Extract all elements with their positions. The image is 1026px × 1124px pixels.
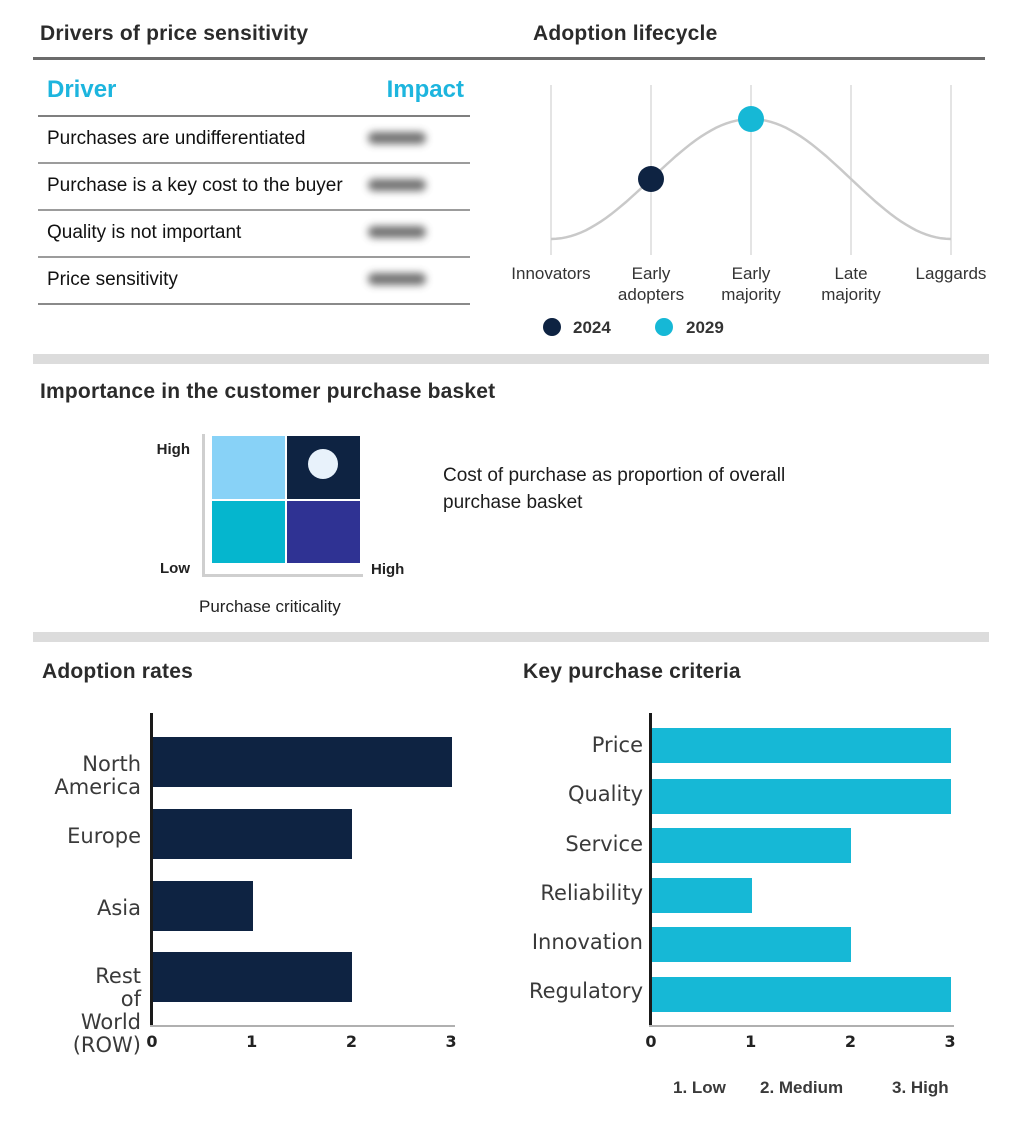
legend-label-2029: 2029: [686, 318, 724, 337]
column-header-driver: Driver: [47, 76, 117, 103]
quadrant-top-left: [212, 436, 285, 499]
label-line: Reliability: [540, 881, 643, 905]
bar-label-reliability: [493, 881, 643, 905]
label-line: America: [54, 775, 141, 799]
x-tick-3: 3: [944, 1032, 956, 1051]
bar-asia: [153, 881, 253, 931]
legend-dot-2024: [543, 318, 561, 336]
table-bottom-line: [38, 303, 470, 305]
label-line: of: [120, 987, 141, 1011]
category-label-early-adopters: [596, 263, 706, 305]
label-line: North: [82, 752, 141, 776]
bar-label-europe: [0, 825, 141, 848]
drivers-table-title: Drivers of price sensitivity: [40, 22, 309, 45]
label-line: Early: [731, 264, 771, 283]
quadrant-matrix: [212, 436, 360, 563]
scale-note-high: 3. High: [892, 1078, 949, 1097]
x-tick-2: 2: [844, 1032, 856, 1051]
label-line: Innovators: [511, 264, 591, 283]
x-tick-3: 3: [445, 1032, 457, 1051]
bar-europe: [153, 809, 352, 859]
table-row-driver: Purchases are undifferentiated: [47, 128, 306, 149]
category-label-innovators: [496, 263, 606, 284]
bar-north-america: [153, 737, 452, 787]
drivers-table: [33, 70, 470, 310]
blurred-impact-value: [368, 226, 426, 238]
bar-label-price: [493, 733, 643, 757]
x-axis-line: [150, 1025, 455, 1027]
quadrant-bottom-left: [212, 501, 285, 564]
row-separator: [38, 256, 470, 258]
label-line: World: [80, 1010, 141, 1034]
table-row-driver: Purchase is a key cost to the buyer: [47, 175, 343, 196]
row-separator: [38, 162, 470, 164]
basket-annotation: Cost of purchase as proportion of overall purchase basket: [443, 465, 786, 513]
legend-dot-2029: [655, 318, 673, 336]
bar-innovation: [652, 927, 851, 962]
bar-label-quality: [493, 782, 643, 806]
x-tick-0: 0: [146, 1032, 158, 1051]
x-axis-high-label: High: [371, 561, 405, 578]
lifecycle-bell-curve-plot: [530, 80, 980, 260]
bar-quality: [652, 779, 951, 814]
table-row-driver: Quality is not important: [47, 222, 242, 243]
bar-rest-of-world-row: [153, 952, 352, 1002]
x-tick-1: 1: [745, 1032, 757, 1051]
label-line: Quality: [567, 782, 643, 806]
blurred-impact-value: [368, 179, 426, 191]
row-separator: [38, 209, 470, 211]
header-underline: [38, 115, 470, 117]
bar-service: [652, 828, 851, 863]
key-purchase-criteria-title: Key purchase criteria: [523, 660, 741, 683]
bar-price: [652, 728, 951, 763]
x-axis-title: Purchase criticality: [199, 597, 341, 616]
label-line: Early: [631, 264, 671, 283]
label-line: Europe: [67, 824, 141, 848]
bar-reliability: [652, 878, 752, 913]
x-tick-0: 0: [645, 1032, 657, 1051]
x-tick-2: 2: [345, 1032, 357, 1051]
label-line: Late: [834, 264, 868, 283]
category-label-late-majority: [796, 263, 906, 305]
adoption-rates-title: Adoption rates: [42, 660, 193, 683]
adoption-lifecycle-title: Adoption lifecycle: [533, 22, 718, 45]
bar-label-innovation: [493, 930, 643, 954]
adoption-rates-bar-chart: [40, 710, 500, 1110]
matrix-marker-dot: [308, 449, 338, 479]
column-header-impact: Impact: [386, 76, 464, 103]
label-line: Rest: [95, 964, 141, 988]
matrix-x-axis-line: [202, 574, 363, 577]
bar-label-north-america: [0, 753, 141, 799]
y-axis-low-label: Low: [160, 560, 190, 577]
bar-label-service: [493, 832, 643, 856]
data-point-2029: [738, 106, 764, 132]
quadrant-bottom-right: [287, 501, 360, 564]
purchase-basket-title: Importance in the customer purchase basket: [40, 380, 496, 403]
adoption-lifecycle-chart: [513, 80, 1026, 350]
blurred-impact-value: [368, 132, 426, 144]
label-line: Price: [591, 733, 643, 757]
bar-label-regulatory: [493, 979, 643, 1003]
legend-label-2024: 2024: [573, 318, 611, 337]
x-axis-line: [649, 1025, 954, 1027]
data-point-2024: [638, 166, 664, 192]
label-line: (ROW): [72, 1033, 141, 1057]
label-line: adopters: [617, 285, 685, 304]
title-underline-rule: [33, 57, 985, 60]
category-label-early-majority: [696, 263, 806, 305]
bar-regulatory: [652, 977, 951, 1012]
bar-label-rest-of-world-row: [0, 965, 141, 1057]
x-tick-1: 1: [246, 1032, 258, 1051]
label-line: Regulatory: [528, 979, 643, 1003]
section-divider: [33, 354, 989, 364]
label-line: majority: [721, 285, 781, 304]
key-purchase-criteria-bar-chart: [513, 710, 1013, 1120]
section-divider: [33, 632, 989, 642]
y-axis-high-label: High: [156, 441, 190, 458]
scale-note-medium: 2. Medium: [760, 1078, 844, 1097]
table-row-driver: Price sensitivity: [47, 269, 178, 290]
label-line: Laggards: [915, 264, 987, 283]
matrix-y-axis-line: [202, 434, 205, 577]
bar-label-asia: [0, 897, 141, 920]
category-label-laggards: [896, 263, 1006, 284]
label-line: Asia: [96, 896, 141, 920]
label-line: majority: [821, 285, 881, 304]
blurred-impact-value: [368, 273, 426, 285]
label-line: Innovation: [531, 930, 643, 954]
label-line: Service: [565, 832, 643, 856]
scale-note-low: 1. Low: [673, 1078, 726, 1097]
